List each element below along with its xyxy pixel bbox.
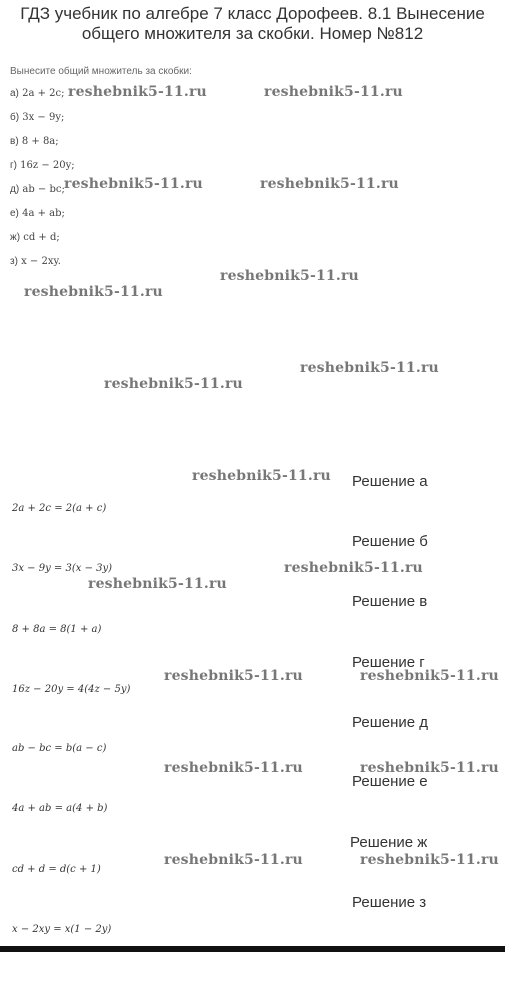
task-label: б) [10,112,20,123]
solution-heading: Решение е [352,773,428,790]
task-item [10,256,61,267]
task-label: з) [10,256,18,267]
task-item [10,160,75,171]
task-label: в) [10,136,19,147]
watermark: reshebnik5-11.ru [284,560,423,576]
watermark: reshebnik5-11.ru [220,268,359,284]
watermark: reshebnik5-11.ru [164,760,303,776]
task-expression: 4a + ab; [22,208,65,219]
task-item [10,184,65,195]
watermark: reshebnik5-11.ru [68,84,207,100]
watermark: reshebnik5-11.ru [360,760,499,776]
watermark: reshebnik5-11.ru [88,576,227,592]
task-expression: 3x − 9y; [22,112,65,123]
solution-equation: 4a + ab = a(4 + b) [12,803,108,814]
solution-heading: Решение а [352,473,428,490]
watermark: reshebnik5-11.ru [164,668,303,684]
solution-equation: 2a + 2c = 2(a + c) [12,503,107,514]
solution-equation: ab − bc = b(a − c) [12,743,107,754]
task-label: г) [10,160,17,171]
task-item [10,232,60,243]
solution-heading: Решение з [352,894,427,911]
watermark: reshebnik5-11.ru [192,468,331,484]
task-item [10,208,65,219]
task-item [10,136,59,147]
solution-heading: Решение ж [350,834,428,851]
watermark: reshebnik5-11.ru [64,176,203,192]
task-label: а) [10,88,19,99]
task-expression: 16z − 20y; [20,160,75,171]
watermark: reshebnik5-11.ru [164,852,303,868]
task-expression: x − 2xy. [21,256,61,267]
task-expression: cd + d; [23,232,60,243]
solution-heading: Решение в [352,593,428,610]
footer-bar [0,946,505,952]
solution-equation: cd + d = d(c + 1) [12,864,101,875]
watermark: reshebnik5-11.ru [104,376,243,392]
watermark: reshebnik5-11.ru [360,852,499,868]
solution-heading: Решение б [352,533,428,550]
task-expression: 8 + 8a; [21,136,59,147]
task-expression: 2a + 2c; [22,88,65,99]
solution-equation: 16z − 20y = 4(4z − 5y) [12,684,131,695]
task-item [10,112,64,123]
task-label: д) [10,184,20,195]
task-label: ж) [10,232,21,243]
solution-heading: Решение д [352,714,428,731]
watermark: reshebnik5-11.ru [260,176,399,192]
solution-equation: 8 + 8a = 8(1 + a) [12,624,102,635]
task-label: е) [10,208,19,219]
watermark: reshebnik5-11.ru [300,360,439,376]
solution-equation: 3x − 9y = 3(x − 3y) [12,563,113,574]
task-expression: ab − bc; [22,184,65,195]
watermark: reshebnik5-11.ru [360,668,499,684]
task-instruction: Вынесите общий множитель за скобки: [10,66,192,77]
solution-heading: Решение г [352,654,425,671]
watermark: reshebnik5-11.ru [24,284,163,300]
watermark: reshebnik5-11.ru [264,84,403,100]
solution-equation: x − 2xy = x(1 − 2y) [12,924,112,935]
page-title: ГДЗ учебник по алгебре 7 класс Дорофеев. 8.1 Вынесение общего множителя за скобки. Номер №812 [20,4,485,43]
task-item [10,88,65,99]
